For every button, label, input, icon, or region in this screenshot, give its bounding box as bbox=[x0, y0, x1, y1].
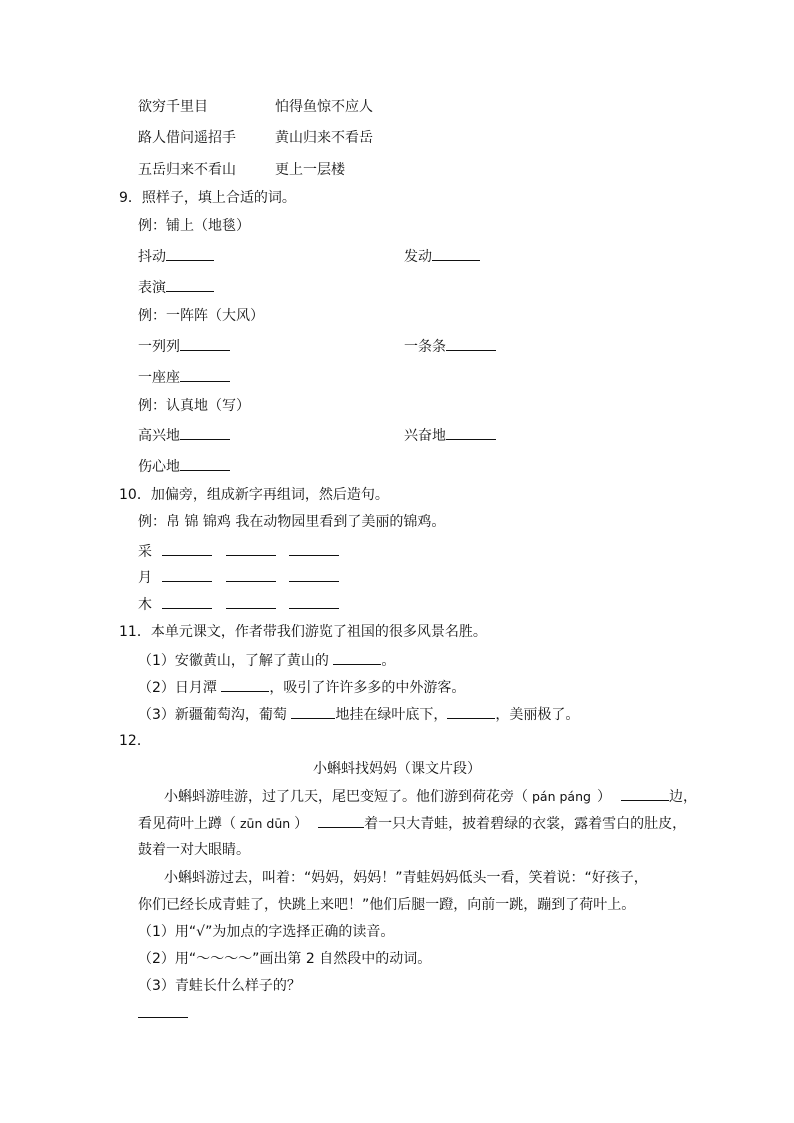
answer-blank[interactable] bbox=[432, 246, 480, 261]
q9-item: 抖动 bbox=[138, 246, 214, 267]
q12-number: 12． bbox=[119, 733, 151, 749]
q11-sub2: （2）日月潭 ，吸引了许许多多的中外游客。 bbox=[138, 677, 465, 698]
passage-line: 你们已经长成青蛙了，快跳上来吧！”他们后腿一蹬，向前一跳，蹦到了荷叶上。 bbox=[138, 897, 636, 913]
match-left-1: 欲穷千里目 bbox=[138, 99, 208, 115]
answer-blank[interactable] bbox=[226, 567, 276, 582]
answer-blank[interactable] bbox=[289, 594, 339, 609]
q9-item: 高兴地 bbox=[138, 425, 230, 446]
q9-item: 兴奋地 bbox=[404, 425, 496, 446]
passage-line: 看见荷叶上蹲（ zūn dūn ） 着一只大青蛙，披着碧绿的衣裳，露着雪白的肚皮， bbox=[138, 813, 686, 834]
q9-item: 发动 bbox=[404, 246, 480, 267]
q9-example-2: 例：一阵阵（大风） bbox=[138, 308, 264, 324]
match-right-2: 黄山归来不看岳 bbox=[275, 130, 373, 146]
answer-blank[interactable] bbox=[446, 336, 496, 351]
answer-blank[interactable] bbox=[162, 541, 212, 556]
q9-example-1: 例：铺上（地毯） bbox=[138, 218, 250, 234]
q9-example-3: 例：认真地（写） bbox=[138, 398, 250, 414]
match-right-1: 怕得鱼惊不应人 bbox=[275, 99, 373, 115]
answer-blank[interactable] bbox=[621, 786, 669, 801]
answer-blank[interactable] bbox=[166, 277, 214, 292]
q11-sub3: （3）新疆葡萄沟，葡萄 地挂在绿叶底下， ，美丽极了。 bbox=[138, 704, 579, 725]
answer-blank[interactable] bbox=[226, 541, 276, 556]
match-left-3: 五岳归来不看山 bbox=[138, 162, 236, 178]
answer-blank[interactable] bbox=[138, 1003, 188, 1018]
passage-title: 小蝌蚪找妈妈（课文片段） bbox=[313, 761, 481, 777]
answer-blank[interactable] bbox=[289, 541, 339, 556]
passage-line: 鼓着一对大眼睛。 bbox=[138, 842, 250, 858]
q10-example: 例：帛 锦 锦鸡 我在动物园里看到了美丽的锦鸡。 bbox=[138, 514, 446, 530]
answer-blank[interactable] bbox=[291, 704, 335, 719]
q9-item: 一列列 bbox=[138, 336, 230, 357]
q11-sub1: （1）安徽黄山，了解了黄山的 。 bbox=[138, 650, 395, 671]
answer-blank[interactable] bbox=[446, 425, 496, 440]
q9-item: 伤心地 bbox=[138, 456, 230, 477]
answer-blank[interactable] bbox=[162, 594, 212, 609]
answer-line[interactable] bbox=[138, 1003, 188, 1024]
q11-title: 11．本单元课文，作者带我们游览了祖国的很多风景名胜。 bbox=[119, 624, 487, 640]
answer-blank[interactable] bbox=[180, 367, 230, 382]
match-left-2: 路人借问遥招手 bbox=[138, 130, 236, 146]
answer-blank[interactable] bbox=[221, 677, 269, 692]
q10-title: 10．加偏旁，组成新字再组词，然后造句。 bbox=[119, 487, 389, 503]
answer-blank[interactable] bbox=[180, 336, 230, 351]
q12-sub3: （3）青蛙长什么样子的？ bbox=[138, 978, 301, 994]
passage-line: 小蝌蚪游哇游，过了几天，尾巴变短了。他们游到荷花旁（ pán páng ） 边， bbox=[164, 786, 697, 807]
q9-item: 表演 bbox=[138, 277, 214, 298]
q9-title: 9．照样子，填上合适的词。 bbox=[119, 190, 296, 206]
match-right-3: 更上一层楼 bbox=[275, 162, 345, 178]
q9-item: 一座座 bbox=[138, 367, 230, 388]
q10-row: 月 bbox=[138, 567, 339, 588]
passage-line: 小蝌蚪游过去，叫着：“妈妈，妈妈！”青蛙妈妈低头一看，笑着说：“好孩子， bbox=[164, 870, 648, 886]
q10-row: 采 bbox=[138, 541, 339, 562]
answer-blank[interactable] bbox=[333, 650, 381, 665]
answer-blank[interactable] bbox=[226, 594, 276, 609]
q10-row: 木 bbox=[138, 594, 339, 615]
answer-blank[interactable] bbox=[166, 246, 214, 261]
answer-blank[interactable] bbox=[180, 425, 230, 440]
q12-sub2: （2）用“～～～～”画出第 2 自然段中的动词。 bbox=[138, 951, 432, 967]
q9-item: 一条条 bbox=[404, 336, 496, 357]
answer-blank[interactable] bbox=[289, 567, 339, 582]
q12-sub1: （1）用“√”为加点的字选择正确的读音。 bbox=[138, 924, 395, 940]
answer-blank[interactable] bbox=[318, 813, 364, 828]
answer-blank[interactable] bbox=[447, 704, 495, 719]
answer-blank[interactable] bbox=[180, 456, 230, 471]
answer-blank[interactable] bbox=[162, 567, 212, 582]
